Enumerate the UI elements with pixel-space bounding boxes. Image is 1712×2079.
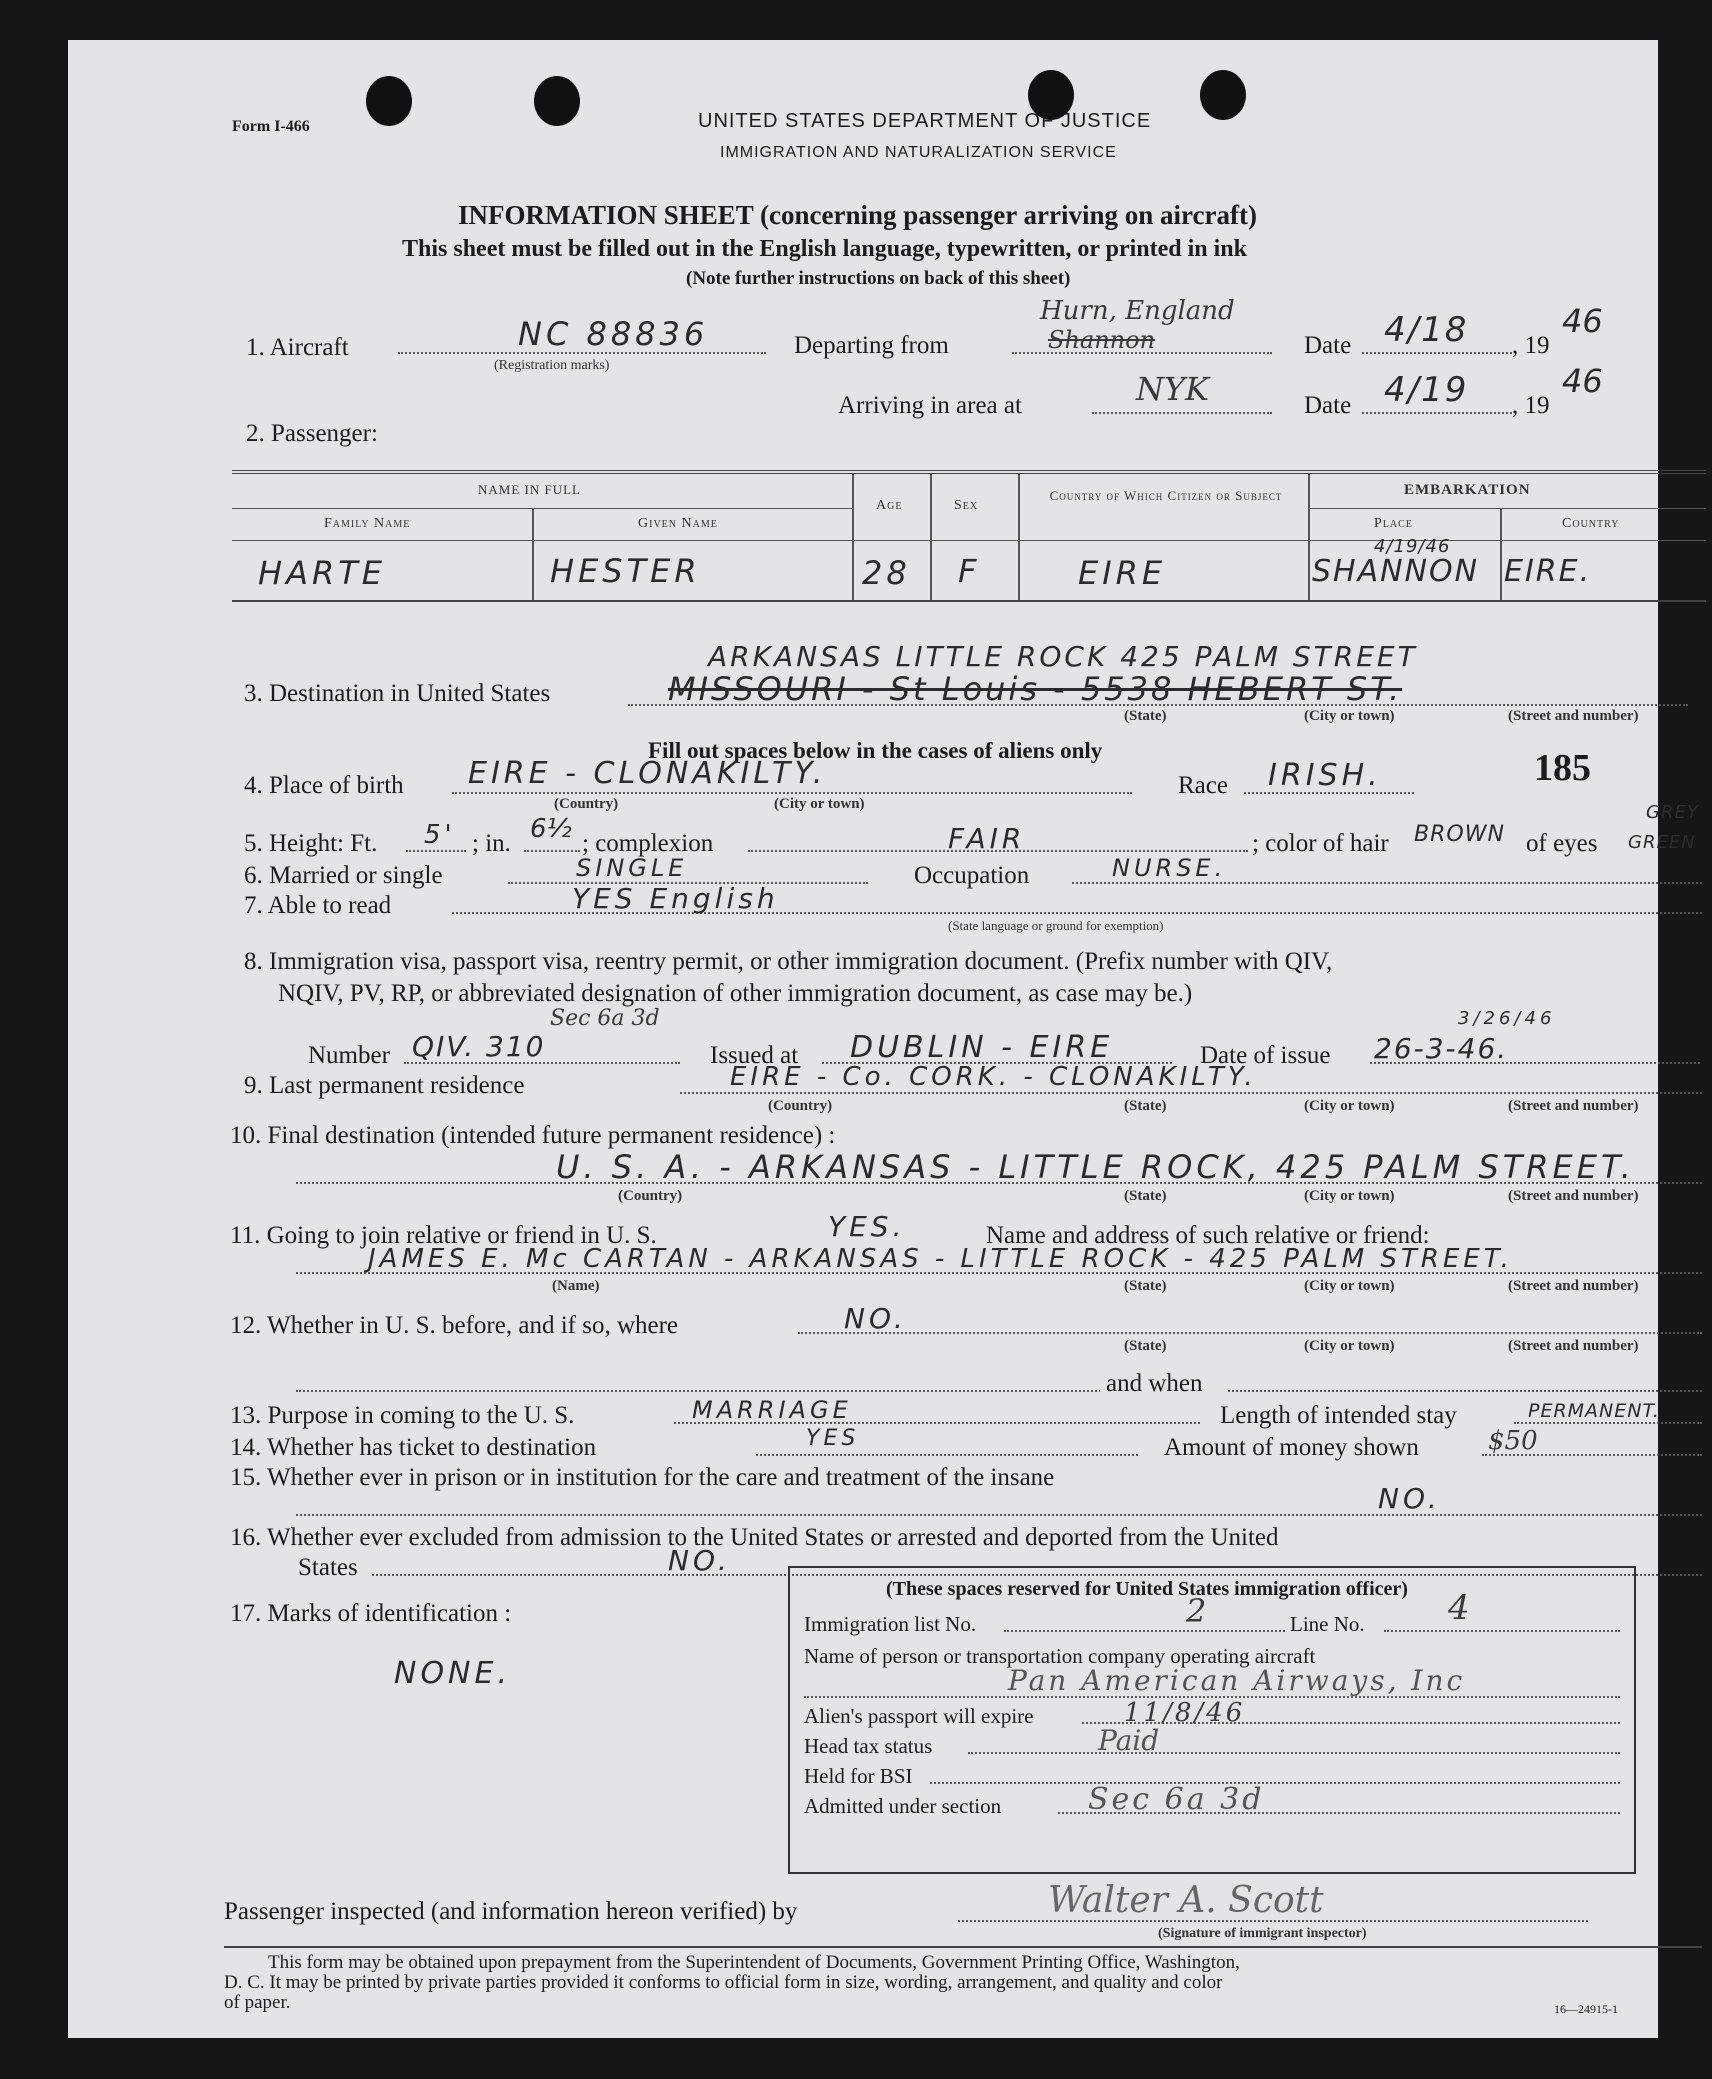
read-value: YES English	[572, 882, 779, 915]
company-label: Name of person or transportation company operating aircraft	[804, 1644, 1316, 1668]
arrive-year-prefix: , 19	[1512, 392, 1550, 419]
inspector-signature: Walter A. Scott	[1048, 1880, 1324, 1921]
header-age: Age	[876, 498, 903, 513]
signature-caption: (Signature of immigrant inspector)	[1158, 1926, 1367, 1941]
departing-label: Departing from	[794, 332, 949, 359]
page-note: (Note further instructions on back of this sheet)	[686, 268, 1071, 289]
issue-date-note: 3/26/46	[1458, 1008, 1556, 1029]
arriving-value: NYK	[1136, 370, 1210, 408]
before-value: NO.	[844, 1302, 907, 1335]
registration-caption: (Registration marks)	[494, 358, 610, 373]
read-caption: (State language or ground for exemption)	[948, 918, 1164, 933]
occupation-value: NURSE.	[1112, 854, 1227, 882]
prison-label: 15. Whether ever in prison or in institution for the care and treatment of the insane	[230, 1464, 1055, 1491]
age-value: 28	[862, 554, 911, 592]
destination-line-struck: MISSOURI - St Louis - 5538 HEBERT ST.	[668, 670, 1403, 708]
emb-country-value: EIRE.	[1504, 554, 1592, 589]
arrive-date: 4/19	[1384, 370, 1469, 410]
visa-label-2: NQIV, PV, RP, or abbreviated designation of other immigration document, as case may be.)	[278, 980, 1193, 1007]
footer-code: 16—24915-1	[1554, 2002, 1618, 2016]
height-label: 5. Height: Ft.	[244, 830, 378, 857]
stay-label: Length of intended stay	[1220, 1402, 1457, 1429]
punch-hole	[534, 76, 580, 126]
when-label: and when	[1100, 1370, 1209, 1398]
arrive-year: 46	[1562, 362, 1603, 400]
complexion-value: FAIR	[948, 822, 1026, 855]
header-sex: Sex	[954, 498, 979, 513]
headtax-label: Head tax status	[804, 1734, 933, 1758]
punch-hole	[366, 76, 412, 126]
inspected-label: Passenger inspected (and information hereon verified) by	[224, 1898, 798, 1925]
depart-date: 4/18	[1384, 310, 1469, 350]
aliens-heading: Fill out spaces below in the cases of aliens only	[648, 738, 1103, 763]
money-label: Amount of money shown	[1164, 1434, 1419, 1461]
residence-state-caption: (State)	[1124, 1098, 1167, 1114]
sex-value: F	[958, 552, 981, 590]
visa-number: QIV. 310	[412, 1030, 546, 1063]
join-state-caption: (State)	[1124, 1278, 1167, 1294]
marks-label: 17. Marks of identification :	[230, 1600, 512, 1627]
header-emb-country: Country	[1562, 516, 1620, 531]
place-date-note: 4/19/46	[1374, 536, 1451, 557]
given-name-value: HESTER	[550, 552, 701, 590]
eyes-top: GREY	[1646, 802, 1699, 823]
aircraft-label: 1. Aircraft	[246, 334, 349, 361]
prison-value: NO.	[1378, 1482, 1441, 1515]
race-value: IRISH.	[1268, 758, 1382, 793]
purpose-value: MARRIAGE	[692, 1396, 852, 1424]
read-label: 7. Able to read	[244, 892, 392, 919]
list-label: Immigration list No.	[804, 1612, 977, 1636]
depart-year-prefix: , 19	[1512, 332, 1550, 359]
final-country-caption: (Country)	[618, 1188, 683, 1204]
occupation-label: Occupation	[914, 862, 1030, 889]
passenger-label: 2. Passenger:	[246, 420, 378, 447]
birth-city-caption: (City or town)	[774, 796, 865, 812]
service-title: IMMIGRATION AND NATURALIZATION SERVICE	[720, 144, 1117, 161]
ticket-value: YES	[806, 1426, 860, 1451]
destination-state-caption: (State)	[1124, 708, 1167, 724]
residence-value: EIRE - Co. CORK. - CLONAKILTY.	[730, 1062, 1257, 1092]
passport-value: 11/8/46	[1124, 1698, 1246, 1728]
residence-country-caption: (Country)	[768, 1098, 833, 1114]
header-embarkation: EMBARKATION	[1404, 482, 1531, 498]
residence-label: 9. Last permanent residence	[244, 1072, 525, 1099]
punch-hole	[1200, 70, 1246, 120]
visa-label: 8. Immigration visa, passport visa, reentry permit, or other immigration document. (Prefix number with QIV,	[244, 948, 1333, 975]
destination-line-top: ARKANSAS LITTLE ROCK 425 PALM STREET	[708, 640, 1418, 673]
footer-line-2: D. C. It may be printed by private parties provided it conforms to official form in size, wording, arrangement, and quality and color	[224, 1972, 1223, 1993]
issued-label: Issued at	[710, 1042, 799, 1069]
race-label: Race	[1178, 772, 1228, 799]
eyes-label: of eyes	[1526, 830, 1598, 857]
complexion-label: ; complexion	[582, 830, 714, 857]
department-title: UNITED STATES DEPARTMENT OF JUSTICE	[698, 110, 1152, 132]
line-value: 4	[1448, 1588, 1470, 1628]
departing-value: Hurn, England	[1040, 296, 1235, 326]
destination-label: 3. Destination in United States	[244, 680, 551, 707]
headtax-value: Paid	[1098, 1724, 1160, 1757]
before-street-caption: (Street and number)	[1508, 1338, 1639, 1354]
list-value: 2	[1186, 1592, 1207, 1630]
depart-date-label: Date	[1304, 332, 1352, 359]
arriving-label: Arriving in area at	[838, 392, 1022, 419]
issue-date: 26-3-46.	[1374, 1032, 1509, 1065]
section-label: Admitted under section	[804, 1794, 1002, 1818]
issue-date-label: Date of issue	[1200, 1042, 1331, 1069]
final-street-caption: (Street and number)	[1508, 1188, 1639, 1204]
join-line: JAMES E. Mc CARTAN - ARKANSAS - LITTLE ROCK - 425 PALM STREET.	[368, 1244, 1513, 1274]
destination-street-caption: (Street and number)	[1508, 708, 1639, 724]
before-city-caption: (City or town)	[1304, 1338, 1395, 1354]
officer-heading: (These spaces reserved for United States immigration officer)	[886, 1578, 1408, 1600]
before-state-caption: (State)	[1124, 1338, 1167, 1354]
married-value: SINGLE	[576, 854, 688, 882]
stamp-number: 185	[1534, 747, 1591, 789]
footer-line-1: This form may be obtained upon prepayment from the Superintendent of Documents, Government Printing Office, Washington,	[268, 1952, 1240, 1973]
join-city-caption: (City or town)	[1304, 1278, 1395, 1294]
line-label: Line No.	[1286, 1612, 1365, 1637]
page-subtitle: This sheet must be filled out in the English language, typewritten, or printed in ink	[402, 236, 1247, 262]
header-country: Country of Which Citizen or Subject	[1049, 488, 1283, 503]
final-city-caption: (City or town)	[1304, 1188, 1395, 1204]
eyes-value: GREEN	[1628, 832, 1696, 853]
money-value: $50	[1488, 1426, 1538, 1456]
bsi-label: Held for BSI	[804, 1764, 913, 1788]
header-family-name: Family Name	[324, 516, 411, 531]
hair-label: ; color of hair	[1252, 830, 1389, 857]
final-state-caption: (State)	[1124, 1188, 1167, 1204]
page-title: INFORMATION SHEET (concerning passenger arriving on aircraft)	[458, 200, 1257, 230]
stay-value: PERMANENT.	[1528, 1400, 1660, 1422]
excluded-label-2: States	[298, 1554, 358, 1581]
place-value: SHANNON	[1312, 554, 1480, 589]
header-name-in-full: NAME IN FULL	[478, 482, 581, 497]
footer-line-3: of paper.	[224, 1992, 291, 2013]
visa-number-label: Number	[308, 1042, 390, 1069]
company-value: Pan American Airways, Inc	[1008, 1664, 1466, 1697]
section-value: Sec 6a 3d	[1088, 1782, 1265, 1817]
residence-street-caption: (Street and number)	[1508, 1098, 1639, 1114]
excluded-label: 16. Whether ever excluded from admission to the United States or arrested and deported from the United	[230, 1524, 1279, 1551]
family-name-value: HARTE	[258, 554, 386, 592]
birth-label: 4. Place of birth	[244, 772, 404, 799]
header-place: Place	[1374, 516, 1413, 531]
aircraft-value: NC 88836	[518, 315, 709, 353]
join-name-caption: (Name)	[552, 1278, 600, 1294]
form-number: Form I-466	[232, 118, 310, 135]
departing-struck: Shannon	[1048, 326, 1156, 354]
final-label: 10. Final destination (intended future permanent residence) :	[230, 1122, 836, 1149]
citizen-value: EIRE	[1078, 554, 1167, 592]
passport-label: Alien's passport will expire	[804, 1704, 1034, 1728]
height-in: 6½	[530, 814, 572, 844]
married-label: 6. Married or single	[244, 862, 443, 889]
arrive-date-label: Date	[1304, 392, 1352, 419]
join-name-label: Name and address of such relative or friend:	[986, 1222, 1430, 1249]
join-label: 11. Going to join relative or friend in U. S.	[230, 1222, 657, 1249]
height-in-label: ; in.	[472, 830, 511, 857]
header-given-name: Given Name	[638, 516, 718, 531]
purpose-label: 13. Purpose in coming to the U. S.	[230, 1402, 575, 1429]
final-value: U. S. A. - ARKANSAS - LITTLE ROCK, 425 PALM STREET.	[556, 1148, 1635, 1186]
ticket-label: 14. Whether has ticket to destination	[230, 1434, 597, 1461]
hair-value: BROWN	[1414, 822, 1505, 847]
join-value: YES.	[828, 1210, 906, 1243]
excluded-value: NO.	[668, 1544, 731, 1577]
table-top-rule	[232, 470, 1706, 474]
join-street-caption: (Street and number)	[1508, 1278, 1639, 1294]
depart-year: 46	[1562, 302, 1603, 340]
residence-city-caption: (City or town)	[1304, 1098, 1395, 1114]
marks-value: NONE.	[394, 1656, 511, 1691]
issued-value: DUBLIN - EIRE	[850, 1030, 1114, 1065]
destination-city-caption: (City or town)	[1304, 708, 1395, 724]
height-ft: 5'	[424, 820, 456, 850]
birth-value: EIRE - CLONAKILTY.	[468, 756, 827, 791]
before-label: 12. Whether in U. S. before, and if so, where	[230, 1312, 679, 1339]
birth-country-caption: (Country)	[554, 796, 619, 812]
form-sheet	[68, 40, 1699, 2038]
visa-number-note: Sec 6a 3d	[550, 1006, 660, 1031]
